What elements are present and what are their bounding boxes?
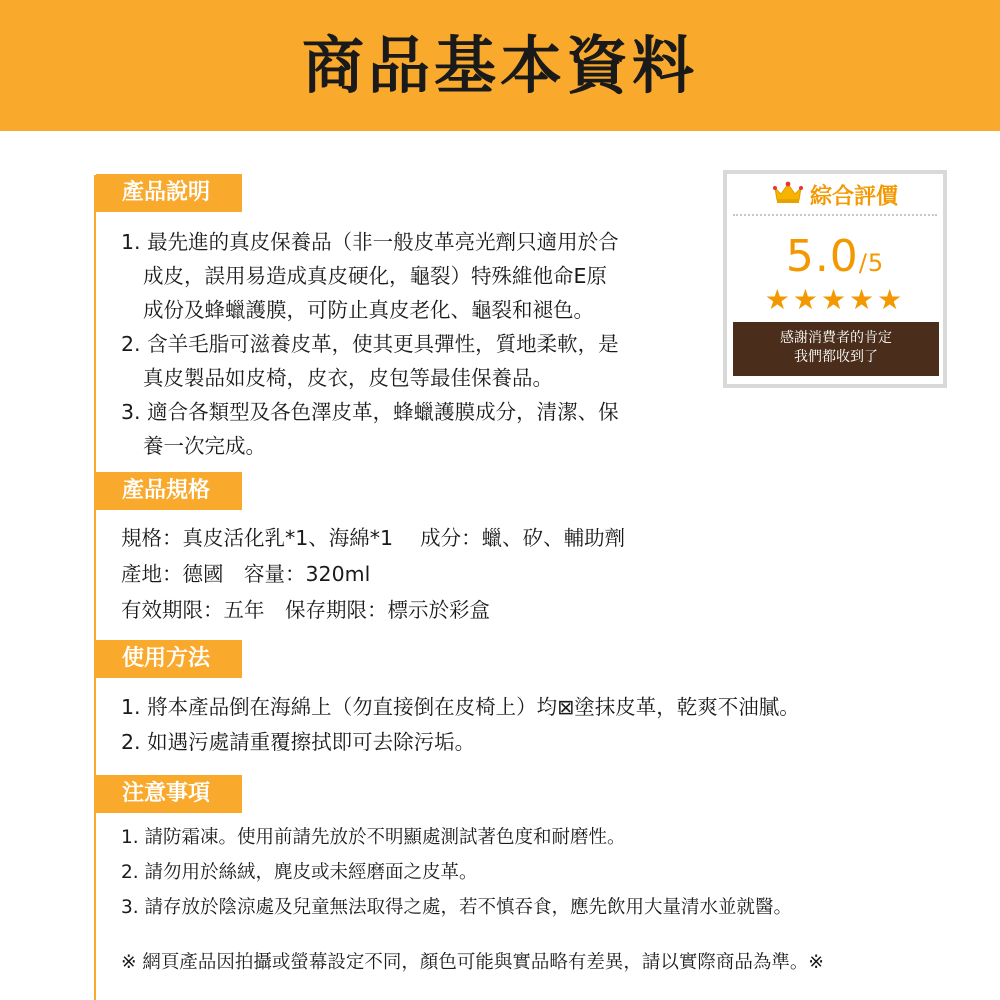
notes-line: 2. 請勿用於絲絨，麂皮或未經磨面之皮革。 [121, 862, 478, 883]
notes-line: 1. 請防霜凍。使用前請先放於不明顯處測試著色度和耐磨性。 [121, 827, 626, 848]
rating-score [727, 230, 943, 290]
section-label-notes: 注意事項 [96, 775, 242, 813]
description-line: 2. 含羊毛脂可滋養皮革，使其更具彈性，質地柔軟，是 [121, 332, 619, 356]
spec-line: 有效期限：五年 保存期限：標示於彩盒 [121, 598, 490, 622]
spec-text [121, 520, 625, 628]
page-title: 商品基本資料 [301, 29, 698, 102]
description-line: 1. 最先進的真皮保養品（非一般皮革亮光劑只適用於合 [121, 230, 619, 254]
usage-line: 1. 將本產品倒在海綿上（勿直接倒在皮椅上）均⊠塗抹皮革，乾爽不油膩。 [121, 695, 800, 719]
rating-heading [727, 180, 943, 214]
description-text [121, 225, 619, 463]
rating-score-value: 5.0 [785, 231, 859, 282]
disclaimer-text: ※ 網頁產品因拍攝或螢幕設定不同，顏色可能與實品略有差異，請以實際商品為準。※ [121, 952, 824, 973]
section-label-usage: 使用方法 [96, 640, 242, 678]
description-line: 成份及蜂蠟護膜，可防止真皮老化、龜裂和褪色。 [143, 298, 594, 322]
rating-heading-text: 綜合評價 [809, 184, 898, 210]
rating-box [723, 170, 947, 388]
description-line: 真皮製品如皮椅，皮衣，皮包等最佳保養品。 [143, 366, 553, 390]
notes-line: 3. 請存放於陰涼處及兒童無法取得之處，若不慎吞食，應先飲用大量清水並就醫。 [121, 897, 793, 918]
header-banner [0, 0, 1000, 131]
usage-text [121, 690, 800, 760]
spec-line: 產地：德國 容量：320ml [121, 562, 371, 586]
section-divider-line [94, 175, 96, 1000]
description-line: 養一次完成。 [143, 434, 266, 458]
thanks-line: 我們都收到了 [794, 349, 878, 365]
section-label-description: 產品說明 [96, 174, 242, 212]
thanks-banner [733, 322, 939, 376]
section-label-spec: 產品規格 [96, 472, 242, 510]
notes-text [121, 820, 792, 925]
crown-icon [772, 180, 804, 215]
thanks-line: 感謝消費者的肯定 [780, 330, 892, 346]
rating-dotted-divider [733, 214, 937, 216]
rating-stars: ★★★★★ [764, 283, 906, 316]
usage-line: 2. 如遇污處請重覆擦拭即可去除污垢。 [121, 730, 476, 754]
spec-line: 規格：真皮活化乳*1、海綿*1 成分：蠟、矽、輔助劑 [121, 526, 626, 550]
description-line: 成皮，誤用易造成真皮硬化，龜裂）特殊維他命E原 [143, 264, 607, 288]
rating-score-max: /5 [858, 249, 885, 277]
description-line: 3. 適合各類型及各色澤皮革，蜂蠟護膜成分，清潔、保 [121, 400, 619, 424]
